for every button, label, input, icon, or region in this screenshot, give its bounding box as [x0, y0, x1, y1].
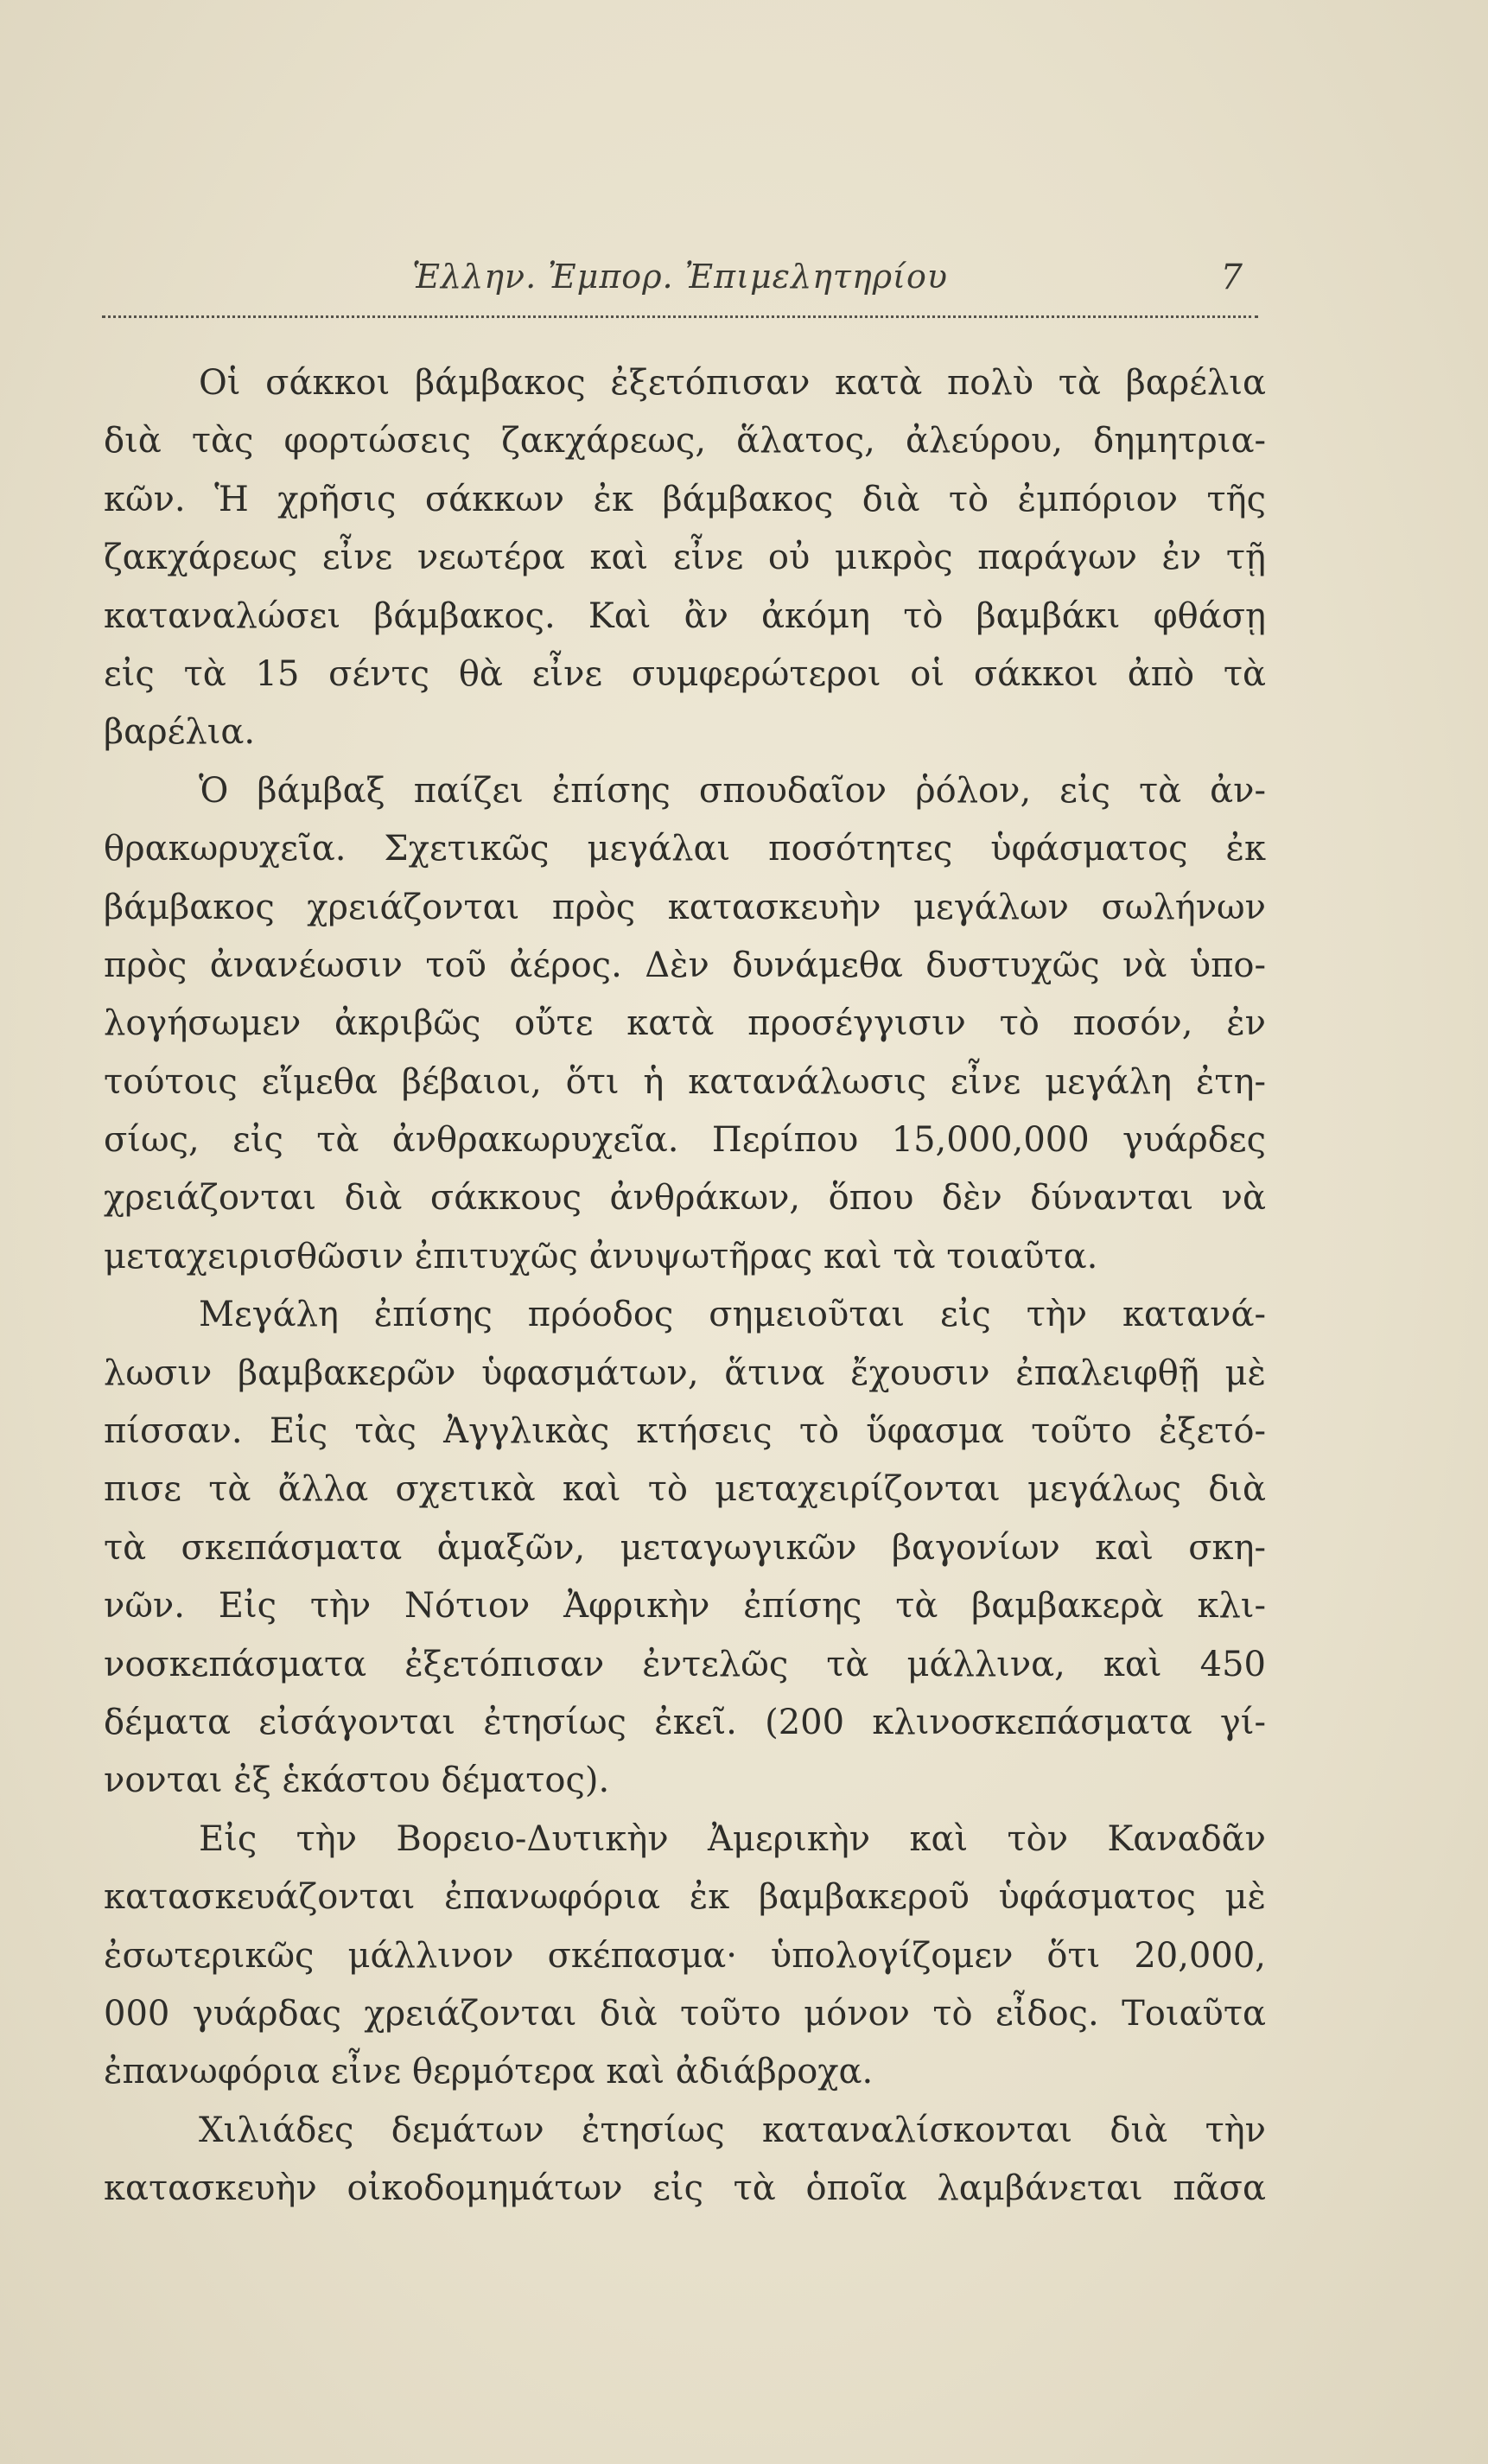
text-line: ἐπανωφόρια εἶνε θερμότερα καὶ ἀδιάβροχα. [104, 2052, 874, 2092]
text-line: νῶν. Εἰς τὴν Νότιον Ἀφρικὴν ἐπίσης τὰ βαμβακερὰ κλι- [104, 1586, 1266, 1627]
text-line: σίως, εἰς τὰ ἀνθρακωρυχεῖα. Περίπου 15,000,000 γυάρδες [104, 1120, 1266, 1161]
text-line: νοσκεπάσματα ἐξετόπισαν ἐντελῶς τὰ μάλλινα, καὶ 450 [104, 1644, 1266, 1684]
text-line: ζακχάρεως εἶνε νεωτέρα καὶ εἶνε οὐ μικρὸς παράγων ἐν τῇ [104, 538, 1266, 578]
text-line: κατασκευάζονται ἐπανωφόρια ἐκ βαμβακεροῦ ὑφάσματος μὲ [104, 1877, 1266, 1918]
text-line: Χιλιάδες δεμάτων ἐτησίως καταναλίσκονται διὰ τὴν [199, 2110, 1266, 2150]
text-line: εἰς τὰ 15 σέντς θὰ εἶνε συμφερώτεροι οἱ σάκκοι ἀπὸ τὰ [104, 653, 1266, 694]
text-line: πισε τὰ ἄλλα σχετικὰ καὶ τὸ μεταχειρίζονται μεγάλως διὰ [104, 1469, 1266, 1510]
running-title: Ἑλλην. Ἐμπορ. Ἐπιμελητηρίου [412, 258, 948, 296]
body-text [104, 354, 1266, 2219]
text-line: πρὸς ἀνανέωσιν τοῦ ἀέρος. Δὲν δυνάμεθα δυστυχῶς νὰ ὑπο- [104, 945, 1266, 985]
paragraph [104, 2102, 1266, 2219]
text-line: Μεγάλη ἐπίσης πρόοδος σημειοῦται εἰς τὴν κατανά- [199, 1295, 1266, 1335]
text-line: κῶν. Ἡ χρῆσις σάκκων ἐκ βάμβακος διὰ τὸ ἐμπόριον τῆς [104, 479, 1266, 519]
text-line: λογήσωμεν ἀκριβῶς οὔτε κατὰ προσέγγισιν τὸ ποσόν, ἐν [104, 1003, 1266, 1044]
text-line: διὰ τὰς φορτώσεις ζακχάρεως, ἅλατος, ἀλεύρου, δημητρια- [104, 421, 1266, 462]
text-line: χρειάζονται διὰ σάκκους ἀνθράκων, ὅπου δὲν δύνανται νὰ [104, 1178, 1266, 1219]
text-line: καταναλώσει βάμβακος. Καὶ ἂν ἀκόμη τὸ βαμβάκι φθάσῃ [104, 595, 1266, 636]
text-line: 000 γυάρδας χρειάζονται διὰ τοῦτο μόνον τὸ εἶδος. Τοιαῦτα [104, 1993, 1266, 2034]
text-line: πίσσαν. Εἰς τὰς Ἀγγλικὰς κτήσεις τὸ ὕφασμα τοῦτο ἐξετό- [104, 1411, 1266, 1452]
header-rule [102, 315, 1258, 318]
text-line: ἐσωτερικῶς μάλλινον σκέπασμα· ὑπολογίζομεν ὅτι 20,000, [104, 1935, 1266, 1976]
paragraph [104, 1286, 1266, 1811]
text-line: Οἱ σάκκοι βάμβακος ἐξετόπισαν κατὰ πολὺ τὰ βαρέλια [199, 363, 1266, 403]
running-head [102, 258, 1258, 309]
text-line: τὰ σκεπάσματα ἁμαξῶν, μεταγωγικῶν βαγονίων καὶ σκη- [104, 1527, 1266, 1568]
text-line: δέματα εἰσάγονται ἐτησίως ἐκεῖ. (200 κλινοσκεπάσματα γί- [104, 1702, 1266, 1742]
paragraph [104, 354, 1266, 762]
text-line: τούτοις εἴμεθα βέβαιοι, ὅτι ἡ κατανάλωσις εἶνε μεγάλη ἐτη- [104, 1061, 1266, 1102]
text-line: νονται ἐξ ἑκάστου δέματος). [104, 1760, 610, 1801]
text-line: βαρέλια. [104, 712, 256, 753]
paragraph [104, 762, 1266, 1287]
text-line: βάμβακος χρειάζονται πρὸς κατασκευὴν μεγάλων σωλήνων [104, 887, 1266, 927]
text-line: Εἰς τὴν Βορειο-Δυτικὴν Ἀμερικὴν καὶ τὸν Καναδᾶν [199, 1818, 1266, 1859]
text-line: λωσιν βαμβακερῶν ὑφασμάτων, ἅτινα ἔχουσιν ἐπαλειφθῇ μὲ [104, 1353, 1266, 1393]
text-line: κατασκευὴν οἰκοδομημάτων εἰς τὰ ὁποῖα λαμβάνεται πᾶσα [104, 2168, 1266, 2209]
text-line: μεταχειρισθῶσιν ἐπιτυχῶς ἀνυψωτῆρας καὶ τὰ τοιαῦτα. [104, 1236, 1098, 1277]
text-line: θρακωρυχεῖα. Σχετικῶς μεγάλαι ποσότητες ὑφάσματος ἐκ [104, 829, 1266, 869]
paragraph [104, 1811, 1266, 2102]
page-number: 7 [1220, 258, 1243, 297]
text-line: Ὁ βάμβαξ παίζει ἐπίσης σπουδαῖον ῥόλον, εἰς τὰ ἀν- [199, 770, 1266, 811]
